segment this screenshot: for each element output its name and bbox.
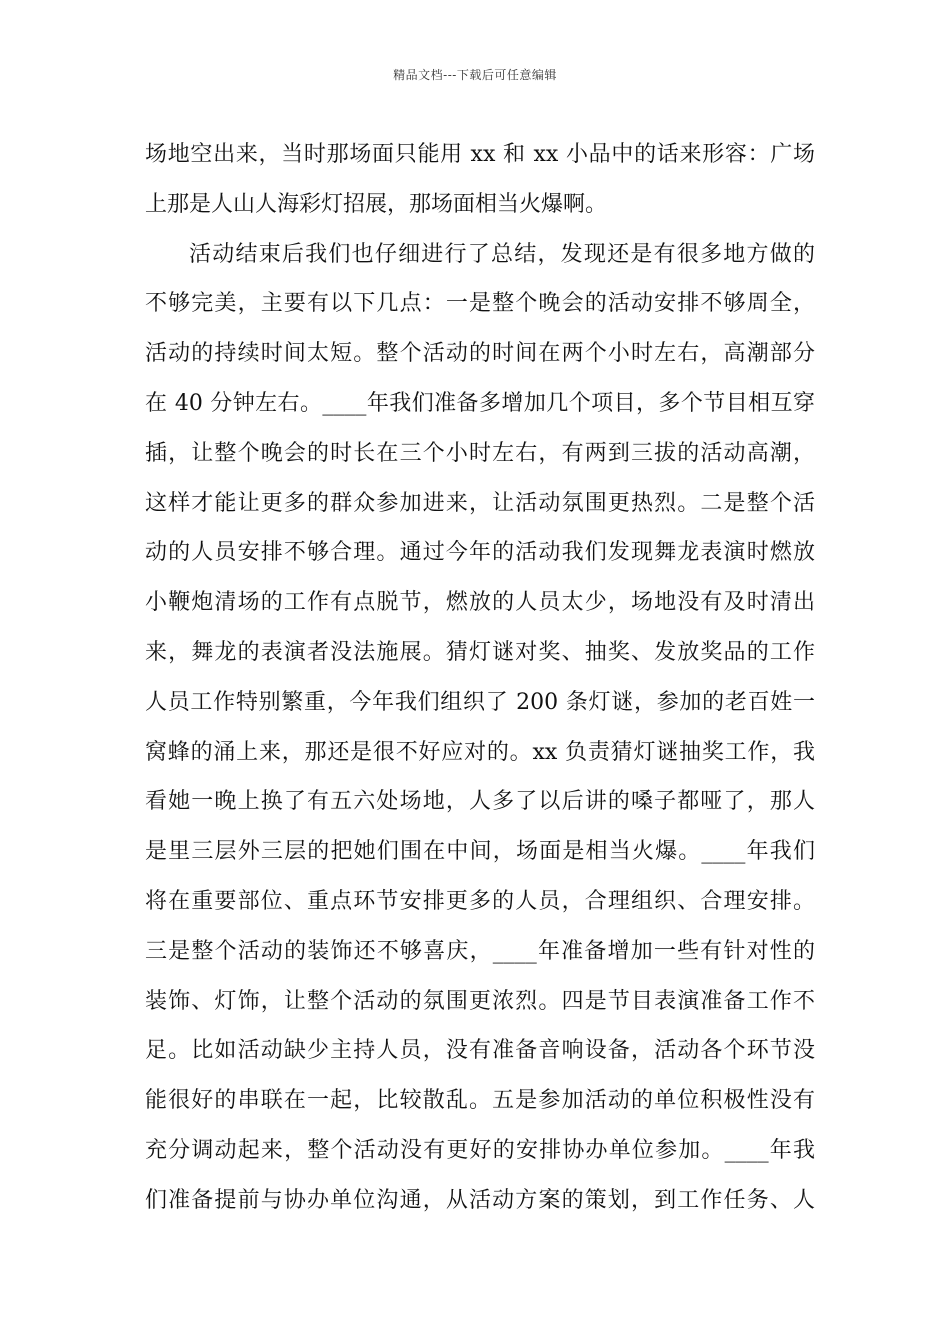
- text-line: 看她一晚上换了有五六处场地，人多了以后讲的嗓子都哑了，那人: [145, 789, 815, 815]
- text-line: 插，让整个晚会的时长在三个小时左右，有两到三拔的活动高潮，: [145, 440, 815, 466]
- text-line: 小鞭炮清场的工作有点脱节，燃放的人员太少，场地没有及时清出: [145, 590, 815, 616]
- text-line: 在 40 分钟左右。____年我们准备多增加几个项目，多个节目相互穿: [145, 390, 815, 416]
- text-line: 上那是人山人海彩灯招展，那场面相当火爆啊。: [145, 191, 608, 217]
- page-header: 精品文档---下载后可任意编辑: [393, 68, 557, 82]
- text-line: 场地空出来，当时那场面只能用 xx 和 xx 小品中的话来形容：广场: [145, 142, 815, 167]
- text-line: 活动结束后我们也仔细进行了总结，发现还是有很多地方做的: [189, 241, 815, 267]
- text-line: 充分调动起来，整个活动没有更好的安排协办单位参加。____年我: [145, 1137, 815, 1163]
- text-line: 是里三层外三层的把她们围在中间，场面是相当火爆。____年我们: [145, 839, 815, 865]
- text-line: 三是整个活动的装饰还不够喜庆，____年准备增加一些有针对性的: [145, 938, 815, 964]
- text-line: 活动的持续时间太短。整个活动的时间在两个小时左右，高潮部分: [145, 341, 815, 367]
- text-line: 装饰、灯饰，让整个活动的氛围更浓烈。四是节目表演准备工作不: [145, 988, 815, 1014]
- text-line: 动的人员安排不够合理。通过今年的活动我们发现舞龙表演时燃放: [145, 540, 815, 566]
- text-line: 不够完美，主要有以下几点：一是整个晚会的活动安排不够周全，: [145, 291, 815, 317]
- text-line: 将在重要部位、重点环节安排更多的人员，合理组织、合理安排。: [145, 888, 815, 914]
- text-line: 这样才能让更多的群众参加进来，让活动氛围更热烈。二是整个活: [145, 490, 815, 516]
- text-line: 窝蜂的涌上来，那还是很不好应对的。xx 负责猜灯谜抽奖工作，我: [145, 739, 815, 765]
- text-line: 足。比如活动缺少主持人员，没有准备音响设备，活动各个环节没: [145, 1038, 815, 1064]
- text-line: 能很好的串联在一起，比较散乱。五是参加活动的单位积极性没有: [145, 1088, 815, 1114]
- text-line: 来，舞龙的表演者没法施展。猜灯谜对奖、抽奖、发放奖品的工作: [145, 639, 815, 665]
- paragraph-1: [145, 130, 815, 230]
- paragraph-2: [145, 230, 815, 1226]
- text-line: 们准备提前与协办单位沟通，从活动方案的策划，到工作任务、人: [145, 1187, 815, 1213]
- text-line: 人员工作特别繁重，今年我们组织了 200 条灯谜，参加的老百姓一: [145, 689, 815, 715]
- document-body: [145, 130, 815, 1226]
